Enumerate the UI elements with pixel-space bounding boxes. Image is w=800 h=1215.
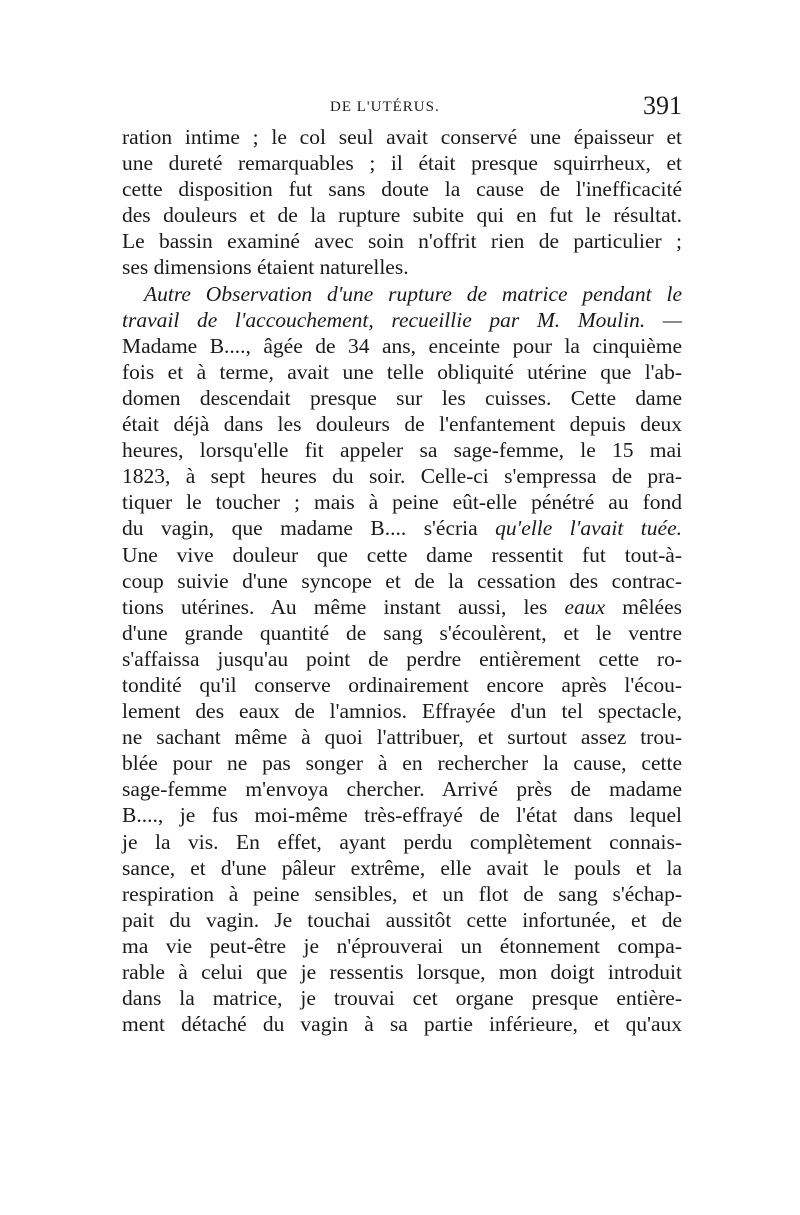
text-line: ration intime ; le col seul avait conservé une épaisseur et [122,125,682,149]
text-line: s'affaissa jusqu'au point de perdre entièrement cette ro- [122,646,682,671]
page-number: 391 [643,91,682,120]
text-line: respiration à peine sensibles, et un flot de sang s'échap- [122,881,682,906]
italic-word: eaux [564,594,606,619]
text-line: blée pour ne pas songer à en rechercher la cause, cette [122,751,682,776]
text-line: cette disposition fut sans doute la cause de l'inefficacité [122,177,682,202]
text-line: Madame B...., âgée de 34 ans, enceinte pour la cinquième [122,333,682,358]
italic-quote: qu'elle l'avait tuée. [495,516,682,541]
text-line: fois et à terme, avait une telle obliquité utérine que l'ab- [122,359,682,384]
text-line: lement des eaux de l'amnios. Effrayée d'un tel spectacle, [122,699,682,724]
text-line: était déjà dans les douleurs de l'enfantement depuis deux [122,412,682,437]
text-line: une dureté remarquables ; il était presque squirrheux, et [122,151,682,176]
text-line: d'une grande quantité de sang s'écoulèrent, et le ventre [122,620,682,645]
text-segment: mêlées [622,594,682,619]
text-line: rable à celui que je ressentis lorsque, mon doigt introduit [122,960,682,984]
text-line: sance, et d'une pâleur extrême, elle avait le pouls et la [122,855,682,880]
text-line: dans la matrice, je trouvai cet organe presque entière- [122,986,682,1011]
observation-title-line: Autre Observation d'une rupture de matrice pendant le [144,281,682,306]
body-text [122,124,682,1037]
text-line: des douleurs et de la rupture subite qui en fut le résultat. [122,203,682,228]
text-line: B...., je fus moi-même très-effrayé de l'état dans lequel [122,803,682,828]
text-line: je la vis. En effet, ayant perdu complètement connais- [122,829,682,854]
observation-title-line: travail de l'accouchement, recueillie par M. Moulin. — [122,307,682,332]
text-line: heures, lorsqu'elle fit appeler sa sage-femme, le 15 mai [122,438,682,463]
running-head: DE L'UTÉRUS. [330,99,440,115]
text-line: 1823, à sept heures du soir. Celle-ci s'empressa de pra- [122,464,682,489]
text-line: tiquer le toucher ; mais à peine eût-elle pénétré au fond [122,490,682,515]
page-header [122,91,682,125]
text-line: tondité qu'il conserve ordinairement encore après l'écou- [122,672,682,697]
text-line: ment détaché du vagin à sa partie inférieure, et qu'aux [122,1012,682,1037]
text-line: ne sachant même à quoi l'attribuer, et surtout assez trou- [122,725,682,750]
text-segment: du vagin, que madame B.... s'écria [122,516,478,541]
text-line [122,594,682,620]
text-line: pait du vagin. Je touchai aussitôt cette infortunée, et de [122,907,682,932]
text-line [122,515,682,541]
text-line: coup suivie d'une syncope et de la cessation des contrac- [122,568,682,593]
text-line: ma vie peut-être je n'éprouverai un étonnement compa- [122,933,682,958]
text-line: Le bassin examiné avec soin n'offrit rien de particulier ; [122,229,682,254]
text-line: ses dimensions étaient naturelles. [122,255,409,280]
text-line: Une vive douleur que cette dame ressentit fut tout-à- [122,542,682,567]
text-segment: tions utérines. Au même instant aussi, les [122,594,548,619]
text-line: sage-femme m'envoya chercher. Arrivé près de madame [122,777,682,802]
text-line: domen descendait presque sur les cuisses. Cette dame [122,385,682,410]
